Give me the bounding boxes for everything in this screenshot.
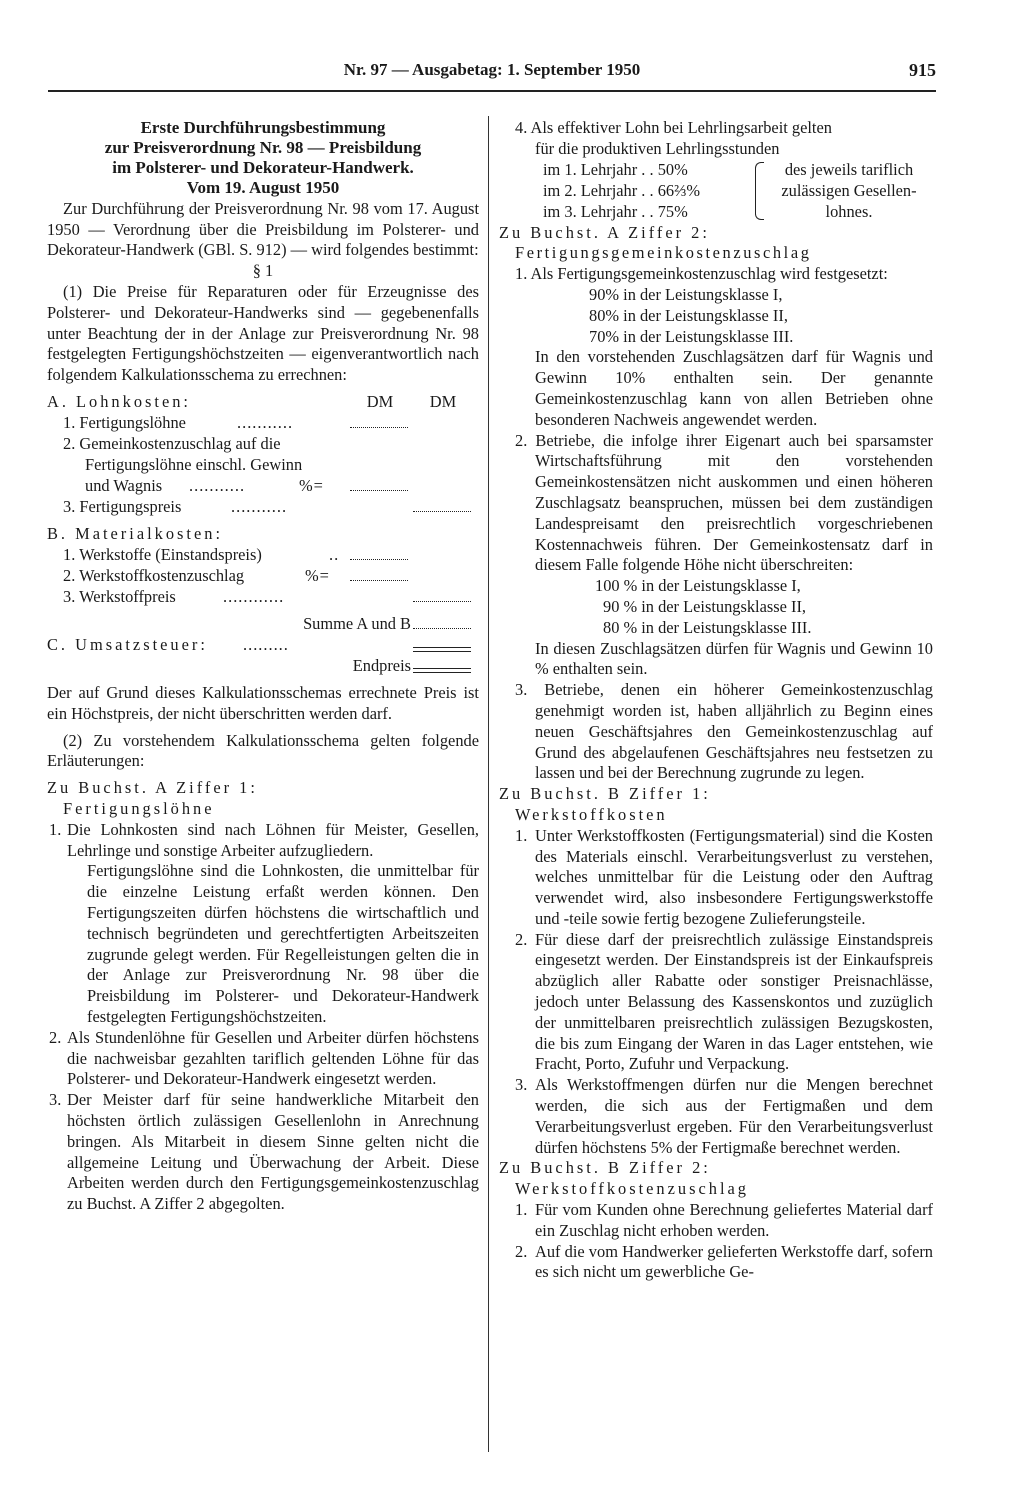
- apprentice-rate-3: im 3. Lehrjahr . . 75%: [543, 201, 688, 221]
- schema-c-heading: C. Umsatzsteuer:: [47, 634, 208, 654]
- paragraph-2: (2) Zu vorstehendem Kalkulationsschema gelten folgende Erläuterungen:: [47, 730, 479, 771]
- schema-a2-label-3: und Wagnis: [85, 475, 163, 495]
- apprentice-rates: [499, 160, 933, 223]
- brace-text-2: zulässigen Gesellen-: [781, 180, 917, 200]
- right-column: [499, 118, 933, 1283]
- a2-item-3: 3. Betriebe, denen ein höherer Gemeinkostenzuschlag genehmigt worden ist, haben alljährlich zu Beginn eines neuen Geschäftsjahres den Gemeinkostenzuschlag auf Grund des abgelaufenen Geschäftsjahres neu festsetzen zu lassen und bei der Berechnung zugrunde zu legen.: [515, 680, 933, 783]
- subheading-fertigungsloehne: Fertigungslöhne: [63, 798, 215, 818]
- heading-zu-a2: Zu Buchst. A Ziffer 2:: [499, 222, 710, 242]
- brace-text-1: des jeweils tariflich: [784, 159, 914, 179]
- item-text: Der Meister darf für seine handwerkliche Mitarbeit den höchsten örtlich zulässigen Gesellenlohn in Anrechnung bringen. Als Mitarbeit in diesem Sinne gelten nicht die allgemeine Leitung und Überwachung der Arbeit. Diese Arbeiten werden durch den Fertigungsgemeinkostenzuschlag zu Buchst. A Ziffer 2 abgegolten.: [67, 1090, 479, 1214]
- item-number: 3.: [515, 1075, 528, 1095]
- a2-rate-3: 70% in der Leistungsklasse III.: [589, 326, 794, 346]
- amount-blank: [350, 427, 408, 428]
- item-number: 1.: [515, 825, 528, 845]
- b2-item-1: [499, 1200, 933, 1242]
- schema-b1-label: 1. Werkstoffe (Einstandspreis): [63, 544, 262, 564]
- page-number: 915: [909, 60, 936, 80]
- a2-rate-2: 80% in der Leistungsklasse II,: [589, 305, 788, 325]
- decree-title-line-1: Erste Durchführungsbestimmung: [140, 118, 386, 137]
- apprentice-rate-1: im 1. Lehrjahr . . 50%: [543, 159, 688, 179]
- schema-row-a3: [47, 497, 479, 518]
- subheading-gemeinkostenzuschlag: Fertigungsgemeinkostenzuschlag: [515, 243, 812, 263]
- item-text: Als Stundenlöhne für Gesellen und Arbeiter dürfen höchstens die nachweisbar gezahlten tariflich geltenden Löhne für das Polsterer- und Dekorateur-Handwerk eingesetzt werden.: [67, 1027, 479, 1089]
- schema-a1-label: 1. Fertigungslöhne: [63, 412, 186, 432]
- item-number: 2.: [515, 929, 528, 949]
- schema-end-label: Endpreis: [352, 655, 411, 675]
- section-heading: § 1: [252, 261, 274, 281]
- item-text: Fertigungslöhne sind die Lohnkosten, die unmittelbar für die einzelne Leistung erfaßt werden können. Den Fertigungszeiten dürfen höchstens die wirtschaftlich und technisch begründeten und gerechtfertigten Arbeitszeiten zugrunde gelegt werden. Für Regelleistungen gelten die in der Anlage zur Preisverordnung Nr. 98 über die Preisbildung im Polsterer- und Dekorateur-Handwerk festgelegten Fertigungshöchstzeiten.: [87, 861, 479, 1026]
- left-column: [47, 118, 479, 1215]
- schema-a-heading: A. Lohnkosten:: [47, 391, 191, 411]
- schema-a3-label: 3. Fertigungspreis: [63, 496, 182, 516]
- header-rule: [48, 90, 936, 92]
- leader-dots: ..: [329, 544, 340, 564]
- schema-a2-percent: %=: [299, 475, 324, 495]
- schema-b3-label: 3. Werkstoffpreis: [63, 586, 176, 606]
- schema-b-heading: B. Materialkosten:: [47, 523, 223, 543]
- a1-item-1-continuation: [47, 861, 479, 1027]
- item-text: Für vom Kunden ohne Berechnung geliefertes Material darf ein Zuschlag nicht erhoben werden.: [535, 1200, 933, 1240]
- amount-blank: [413, 511, 471, 512]
- schema-b2-label: 2. Werkstoffkostenzuschlag: [63, 565, 245, 585]
- item-number: 1.: [515, 1200, 528, 1220]
- item-number: 1.: [49, 819, 62, 839]
- a1-item-1: [47, 820, 479, 862]
- a1-item-3: [47, 1090, 479, 1215]
- schema-row-a2-3: [47, 476, 479, 497]
- amount-blank: [350, 580, 408, 581]
- brace-text-3: lohnes.: [825, 201, 873, 221]
- leader-dots: ...........: [231, 496, 288, 516]
- brace-icon: [755, 162, 764, 220]
- column-divider: [488, 116, 489, 1452]
- decree-title-line-3: im Polsterer- und Dekorateur-Handwerk.: [112, 158, 414, 177]
- leader-dots: ............: [223, 586, 285, 606]
- a1-item-4-line-2: für die produktiven Lehrlingsstunden: [535, 138, 780, 158]
- a2-rate-1: 90% in der Leistungsklasse I,: [589, 284, 783, 304]
- a1-item-2: [47, 1028, 479, 1090]
- page-header: [48, 60, 936, 86]
- b1-item-2: [499, 930, 933, 1076]
- schema-row-a-head: [47, 392, 479, 413]
- schema-row-b3: [47, 587, 479, 608]
- item-text: Auf die vom Handwerker gelieferten Werkstoffe darf, sofern es sich nicht um gewerbliche Ge-: [535, 1241, 933, 1282]
- schema-row-a1: [47, 413, 479, 434]
- schema-a2-label-2: Fertigungslöhne einschl. Gewinn: [85, 454, 303, 474]
- amount-blank: [350, 559, 408, 560]
- calculation-schema: [47, 392, 479, 677]
- heading-zu-a1: Zu Buchst. A Ziffer 1:: [47, 778, 258, 798]
- a2-item-2: 2. Betriebe, die infolge ihrer Eigenart auch bei sparsamster Wirtschaftsführung mit den vorstehenden Gemeinkostensätzen nicht auskommen und einen höheren Zuschlagsatz beanspruchen, müssen bei dem zuständigen Landespreisamt den preisrechtlich vorgeschriebenen Kostennachweis führen. Der Gemeinkostensatz darf in diesem Falle folgende Höhe nicht überschreiten:: [515, 430, 933, 575]
- schema-row-sum: [47, 614, 479, 635]
- leader-dots: .........: [243, 634, 289, 654]
- item-text: Für diese darf der preisrechtlich zulässige Einstandspreis eingesetzt werden. Der Einstandspreis ist der Einkaufspreis abzüglich aller Rabatte oder sonstiger Preisnachlässe, jedoch unter Belassung des Kassenskontos und zuzüglich der unmittelbaren preisrechtlich zulässigen Bezugskosten, die bis zum Eingang der Waren in das Lager entstehen, wie Fracht, Porto, Zufuhr und Verpackung.: [535, 929, 933, 1074]
- item-number: 2.: [49, 1027, 62, 1047]
- item-text: Als Werkstoffmengen dürfen nur die Mengen berechnet werden, die sich aus der Fertigmaßen und dem Verarbeitungsverlust ergeben. Für den Verarbeitungsverlust dürfen höchstens 5% der Fertigmaße berechnet werden.: [535, 1075, 933, 1157]
- apprentice-rate-2: im 2. Lehrjahr . . 66⅔%: [543, 180, 701, 200]
- schema-row-end: [47, 656, 479, 677]
- schema-row-b-head: [47, 524, 479, 545]
- paragraph-1: (1) Die Preise für Reparaturen oder für Erzeugnisse des Polsterer- und Dekorateur-Handwerks sind — gegebenenfalls unter Beachtung der in der Anlage zur Preisverordnung Nr. 98 festgelegten Fertigungshöchstzeiten — eigenverantwortlich nach folgendem Kalkulationsschema zu errechnen:: [47, 281, 479, 385]
- b2-item-2: [499, 1242, 933, 1284]
- a2-item-1: 1. Als Fertigungsgemeinkostenzuschlag wird festgesetzt:: [515, 264, 888, 284]
- decree-date: Vom 19. August 1950: [186, 178, 340, 197]
- heading-zu-b2: Zu Buchst. B Ziffer 2:: [499, 1158, 711, 1178]
- schema-dm-col2: DM: [429, 391, 457, 411]
- amount-double-line: [413, 668, 471, 673]
- schema-b2-percent: %=: [305, 565, 330, 585]
- amount-blank: [413, 601, 471, 602]
- b1-item-1: [499, 826, 933, 930]
- heading-zu-b1: Zu Buchst. B Ziffer 1:: [499, 784, 711, 804]
- after-schema-paragraph: Der auf Grund dieses Kalkulationsschemas errechnete Preis ist ein Höchstpreis, der nicht überschritten werden darf.: [47, 682, 479, 723]
- subheading-werkstoffkosten: Werkstoffkosten: [515, 804, 668, 824]
- a1-item-4-line-1: 4. Als effektiver Lohn bei Lehrlingsarbeit gelten: [515, 118, 832, 137]
- subheading-werkstoffkostenzuschlag: Werkstoffkostenzuschlag: [515, 1179, 749, 1199]
- a2-item-2-continuation: In diesen Zuschlagsätzen dürfen für Wagnis und Gewinn 10 % enthalten sein.: [535, 638, 933, 679]
- item-text: Die Lohnkosten sind nach Löhnen für Meister, Gesellen, Lehrlinge und sonstige Arbeiter aufzugliedern.: [67, 819, 479, 860]
- b1-item-3: [499, 1075, 933, 1158]
- schema-row-a2-2: [47, 455, 479, 476]
- schema-row-b2: [47, 566, 479, 587]
- item-number: 3.: [49, 1090, 62, 1110]
- leader-dots: ...........: [237, 412, 294, 432]
- a2-rate2-2: 90 % in der Leistungsklasse II,: [603, 596, 807, 616]
- intro-paragraph: Zur Durchführung der Preisverordnung Nr. 98 vom 17. August 1950 — Verordnung über die Preisbildung im Polsterer- und Dekorateur-Handwerk (GBl. S. 912) — wird folgendes bestimmt:: [47, 198, 479, 260]
- leader-dots: ...........: [189, 475, 246, 495]
- amount-blank: [413, 628, 471, 629]
- decree-title-line-2: zur Preisverordnung Nr. 98 — Preisbildung: [104, 138, 422, 157]
- schema-row-c-head: [47, 635, 479, 656]
- amount-blank: [350, 490, 408, 491]
- schema-a2-label-1: 2. Gemeinkostenzuschlag auf die: [63, 433, 281, 453]
- item-text: Unter Werkstoffkosten (Fertigungsmaterial) sind die Kosten des Materials einschl. Verarbeitungsverlust zu verstehen, welches unmittelbar für die Leistung oder den Auftrag verwendet wird, also insbesondere Fertigungswerkstoffe und -teile sowie fertig bezogene Zulieferungsteile.: [535, 825, 933, 928]
- amount-double-line: [413, 647, 471, 652]
- schema-dm-col1: DM: [366, 391, 394, 411]
- schema-sum-label: Summe A und B: [303, 613, 411, 633]
- schema-row-a2-1: [47, 434, 479, 455]
- schema-row-b1: [47, 545, 479, 566]
- a2-rate2-1: 100 % in der Leistungsklasse I,: [595, 576, 801, 596]
- a2-item-1-continuation: In den vorstehenden Zuschlagsätzen darf für Wagnis und Gewinn 10% enthalten sein. Der genannte Gemeinkostenzuschlag kann von allen Betrieben ohne besonderen Nachweis angewendet werden.: [535, 347, 933, 429]
- item-number: 2.: [515, 1241, 528, 1261]
- issue-line: Nr. 97 — Ausgabetag: 1. September 1950: [343, 60, 641, 79]
- a2-rate2-3: 80 % in der Leistungsklasse III.: [603, 617, 812, 637]
